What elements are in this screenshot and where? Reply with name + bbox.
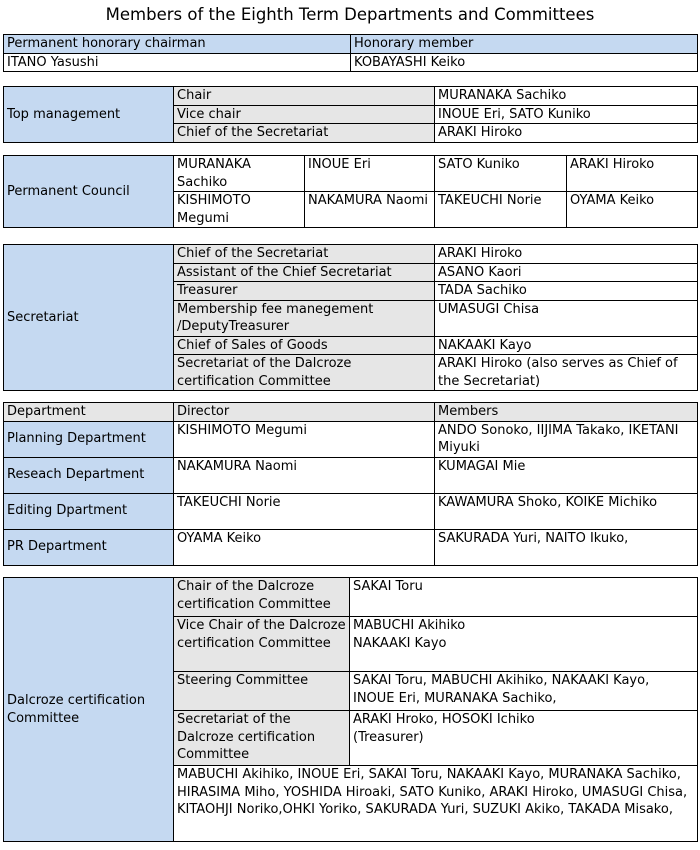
department-members: KAWAMURA Shoko, KOIKE Michiko <box>435 493 698 529</box>
role-cell: Secretariat of the Dalcroze certification Committee <box>174 355 435 391</box>
council-member: KISHIMOTO Megumi <box>174 192 305 228</box>
department-name: Reseach Department <box>4 457 174 493</box>
council-member: TAKEUCHI Norie <box>435 192 567 228</box>
header-permanent-honorary-chairman: Permanent honorary chairman <box>4 35 351 54</box>
department-name: PR Department <box>4 529 174 565</box>
role-cell: Vice chair <box>174 105 435 124</box>
table-row <box>4 578 698 617</box>
role-cell: Steering Committee <box>174 672 350 711</box>
department-name: Planning Department <box>4 421 174 457</box>
table-row <box>4 457 698 493</box>
table-row <box>4 245 698 264</box>
table-row <box>4 87 698 106</box>
department-members: KUMAGAI Mie <box>435 457 698 493</box>
role-cell: Chief of the Secretariat <box>174 124 435 143</box>
permanent-council-label: Permanent Council <box>4 156 174 228</box>
dalcroze-committee-label: Dalcroze certification Committee <box>4 578 174 842</box>
table-row <box>4 493 698 529</box>
top-management-label: Top management <box>4 87 174 143</box>
secretariat-table <box>3 244 698 391</box>
name-cell: UMASUGI Chisa <box>435 300 698 336</box>
role-cell: Chair of the Dalcroze certification Committee <box>174 578 350 617</box>
dalcroze-committee-table <box>3 577 698 842</box>
top-management-table <box>3 86 698 143</box>
director-name: KISHIMOTO Megumi <box>174 421 435 457</box>
council-member: MURANAKA Sachiko <box>174 156 305 192</box>
name-cell: ARAKI Hiroko (also serves as Chief of the Secretariat) <box>435 355 698 391</box>
permanent-honorary-chairman-name: ITANO Yasushi <box>4 53 351 72</box>
header-director: Director <box>174 403 435 422</box>
table-row <box>4 421 698 457</box>
director-name: OYAMA Keiko <box>174 529 435 565</box>
name-cell: SAKAI Toru, MABUCHI Akihiko, NAKAAKI Kayo, INOUE Eri, MURANAKA Sachiko, <box>350 672 698 711</box>
council-member: SATO Kuniko <box>435 156 567 192</box>
department-members: SAKURADA Yuri, NAITO Ikuko, <box>435 529 698 565</box>
name-cell: NAKAAKI Kayo <box>435 336 698 355</box>
header-members: Members <box>435 403 698 422</box>
role-cell: Vice Chair of the Dalcroze certification Committee <box>174 617 350 672</box>
role-cell: Chief of Sales of Goods <box>174 336 435 355</box>
honorary-member-name: KOBAYASHI Keiko <box>351 53 698 72</box>
name-cell: ASANO Kaori <box>435 263 698 282</box>
council-member: ARAKI Hiroko <box>567 156 698 192</box>
name-cell: INOUE Eri, SATO Kuniko <box>435 105 698 124</box>
honorary-table <box>3 34 698 72</box>
table-row <box>4 529 698 565</box>
department-name: Editing Dpartment <box>4 493 174 529</box>
director-name: TAKEUCHI Norie <box>174 493 435 529</box>
role-cell: Chair <box>174 87 435 106</box>
departments-table <box>3 402 698 566</box>
council-member: NAKAMURA Naomi <box>305 192 435 228</box>
council-member: OYAMA Keiko <box>567 192 698 228</box>
permanent-council-table <box>3 155 698 228</box>
name-cell: ARAKI Hiroko <box>435 245 698 264</box>
role-cell: Chief of the Secretariat <box>174 245 435 264</box>
name-cell: ARAKI Hroko, HOSOKI Ichiko (Treasurer) <box>350 711 698 766</box>
secretariat-label: Secretariat <box>4 245 174 391</box>
table-row <box>4 403 698 422</box>
director-name: NAKAMURA Naomi <box>174 457 435 493</box>
name-cell: SAKAI Toru <box>350 578 698 617</box>
page-title: Members of the Eighth Term Departments and Committees <box>105 5 595 24</box>
role-cell: Membership fee manegement /DeputyTreasurer <box>174 300 435 336</box>
header-honorary-member: Honorary member <box>351 35 698 54</box>
name-cell: MABUCHI Akihiko NAKAAKI Kayo <box>350 617 698 672</box>
name-cell: ARAKI Hiroko <box>435 124 698 143</box>
department-members: ANDO Sonoko, IIJIMA Takako, IKETANI Miyuki <box>435 421 698 457</box>
header-department: Department <box>4 403 174 422</box>
table-row <box>4 53 698 72</box>
council-member: INOUE Eri <box>305 156 435 192</box>
role-cell: Treasurer <box>174 282 435 301</box>
name-cell: MURANAKA Sachiko <box>435 87 698 106</box>
role-cell: Secretariat of the Dalcroze certification Committee <box>174 711 350 766</box>
dalcroze-all-members: MABUCHI Akihiko, INOUE Eri, SAKAI Toru, NAKAAKI Kayo, MURANAKA Sachiko, HIRASIMA Miho, YOSHIDA Hiroaki, SATO Kuniko, ARAKI Hiroko, UMASUGI Chisa, KITAOHJI Noriko,OHKI Yoriko, SAKURADA Yuri, SUZUKI Akiko, TAKADA Misako, <box>174 766 698 842</box>
name-cell: TADA Sachiko <box>435 282 698 301</box>
table-row <box>4 156 698 192</box>
table-row <box>4 35 698 54</box>
role-cell: Assistant of the Chief Secretariat <box>174 263 435 282</box>
